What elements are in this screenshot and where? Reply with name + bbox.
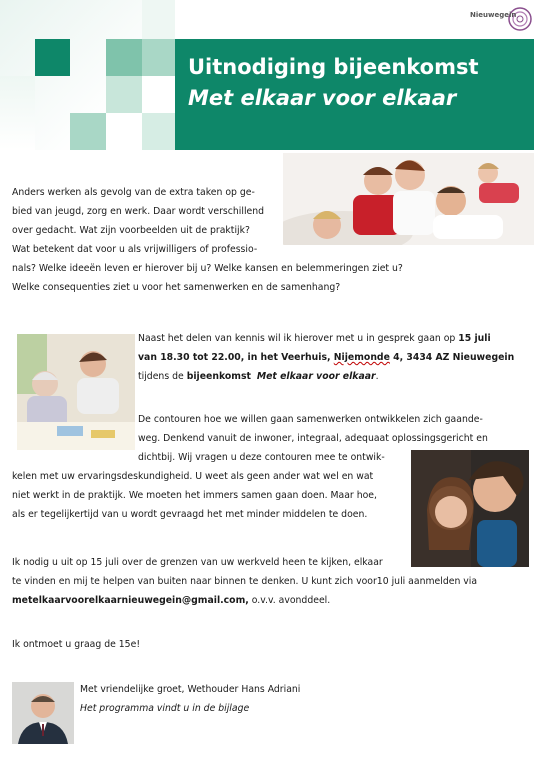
- meeting-intro-text: Naast het delen van kennis wil ik hierover met u in gesprek gaan op: [138, 333, 459, 344]
- intro-line: over gedacht. Wat zijn voorbeelden uit de praktijk?: [12, 225, 250, 236]
- intro-paragraph: [12, 183, 403, 297]
- caregiver-photo: [17, 334, 135, 450]
- intro-line: Anders werken als gevolg van de extra taken op ge-: [12, 187, 255, 198]
- young-couple-photo: [411, 450, 529, 567]
- intro-line: Welke consequenties ziet u voor het samenwerken en de samenhang?: [12, 282, 341, 293]
- contours-line: niet werkt in de praktijk. We moeten het immers samen gaan doen. Maar hoe,: [12, 490, 377, 501]
- intro-line: nals? Welke ideeën leven er hierover bij u? Welke kansen en belemmeringen ziet u?: [12, 263, 403, 274]
- decorative-square: [70, 113, 106, 150]
- meeting-address-text: 4, 3434 AZ Nieuwegein: [389, 352, 515, 363]
- contours-line: weg. Denkend vanuit de inwoner, integraal, adequaat oplossingsgericht en: [138, 433, 488, 444]
- invitation-line: [12, 591, 477, 610]
- meeting-time-text: van 18.30 tot 22.00, in het Veerhuis,: [138, 352, 334, 363]
- invitation-line: Ik nodig u uit op 15 juli over de grenzen van uw werkveld heen te kijken, elkaar: [12, 557, 383, 568]
- signup-email-link[interactable]: metelkaarvoorelkaarnieuwegein@gmail.com,: [12, 595, 249, 606]
- program-note: Het programma vindt u in de bijlage: [80, 703, 250, 714]
- meeting-time-location: [138, 348, 514, 367]
- decorative-square: [35, 39, 70, 76]
- alderman-portrait: [12, 682, 74, 744]
- contours-line: kelen met uw ervaringsdeskundigheid. U weet als geen ander wat wel en wat: [12, 471, 374, 482]
- decorative-square: [142, 0, 175, 39]
- meeting-line: [138, 367, 514, 386]
- invitation-paragraph: [12, 553, 477, 610]
- contours-line: De contouren hoe we willen gaan samenwerken ontwikkelen zich gaande-: [138, 414, 483, 425]
- meeting-period: .: [375, 371, 379, 382]
- meeting-event-name: Met elkaar voor elkaar: [256, 371, 376, 382]
- nieuwegein-logo: [460, 2, 532, 36]
- meeting-paragraph: [138, 329, 514, 386]
- contours-line: dichtbij. Wij vragen u deze contouren mee te ontwik-: [138, 452, 385, 463]
- decorative-square: [106, 39, 142, 76]
- decorative-square: [106, 76, 142, 113]
- invitation-reference: o.v.v. avonddeel.: [248, 595, 331, 606]
- logo-icon: [460, 2, 532, 36]
- contours-paragraph-continued: [12, 467, 377, 524]
- decorative-square: [0, 76, 35, 150]
- decorative-square: [142, 113, 175, 150]
- page-title: Uitnodiging bijeenkomst: [188, 55, 479, 79]
- logo-text: Nieuwegein: [470, 11, 517, 19]
- meeting-line: [138, 329, 514, 348]
- closing-block: [80, 680, 300, 718]
- intro-line: bied van jeugd, zorg en werk. Daar wordt verschillend: [12, 206, 265, 217]
- meeting-date: 15 juli: [458, 333, 491, 344]
- page-subtitle: Met elkaar voor elkaar: [188, 86, 457, 110]
- greeting: Met vriendelijke groet, Wethouder Hans Adriani: [80, 684, 301, 695]
- intro-line: Wat betekent dat voor u als vrijwilligers of professio-: [12, 244, 258, 255]
- contours-line: als er tegelijkertijd van u wordt gevraagd het met minder middelen te doen.: [12, 509, 368, 520]
- decorative-square: [142, 39, 175, 76]
- meet-line: Ik ontmoet u graag de 15e!: [12, 639, 141, 650]
- meeting-event-label: bijeenkomst: [186, 371, 251, 382]
- meeting-during-text: tijdens de: [138, 371, 187, 382]
- meeting-street: Nijemonde: [333, 352, 390, 363]
- invitation-line: te vinden en mij te helpen van buiten naar binnen te denken. U kunt zich voor10 juli aanmelden via: [12, 576, 478, 587]
